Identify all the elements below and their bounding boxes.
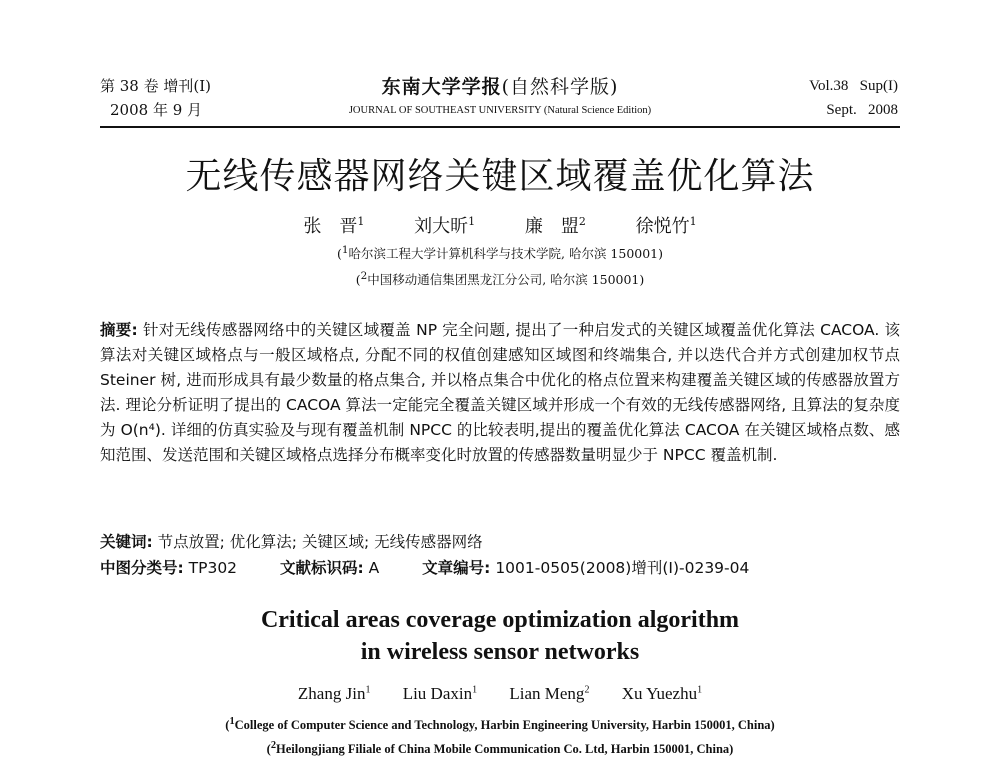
clc-label: 中图分类号: — [100, 559, 184, 577]
author-affiliation-mark: 1 — [472, 684, 478, 696]
author-cn — [636, 212, 697, 238]
paper-title-cn: 无线传感器网络关键区域覆盖优化算法 — [185, 156, 815, 197]
paper-title-en-line-2: in wireless sensor networks — [360, 639, 640, 665]
author-name: Xu Yuezhu — [621, 684, 698, 703]
author-name: Liu Daxin — [402, 684, 473, 703]
affiliation-mark: 2 — [360, 270, 368, 282]
affiliation-en-1: ($^1$College of Computer Science and Technology, Harbin Engineering University, Harbin 150001, China) — [225, 716, 775, 733]
header-rule — [100, 126, 900, 128]
article-number-value: 1001-0505(2008)增刊(I)-0239-04 — [495, 559, 750, 577]
author-affiliation-mark: 1 — [689, 215, 697, 228]
clc-number — [100, 556, 237, 578]
header-center — [290, 72, 710, 116]
abstract-cn — [100, 318, 900, 468]
abstract-text: 针对无线传感器网络中的关键区域覆盖 NP 完全问题, 提出了一种启发式的关键区域覆盖优化算法 CACOA. 该算法对关键区域格点与一般区域格点, 分配不同的权值创建感知区域图和终端集合, 并以迭代合并方式创建加权节点 Steiner 树, 进而形成具有最少数量的格点集合, 并以格点集合中优化的格点位置来构建覆盖关键区域的传感器放置方法. 理论分析证明了提出的 CACOA 算法一定能完全覆盖关键区域并形成一个有效的无线传感器网络, 且算法的复杂度为 O(n⁴). 详细的仿真实验及与现有覆盖机制 NPCC 的比较表明,提出的覆盖优化算法 CACOA 在关键区域格点数、感知范围、发送范围和关键区域格点选择分布概率变化时放置的传感器数量明显少于 NPCC 覆盖机制. — [100, 321, 901, 464]
date-cn: 2008 年 9 月 — [110, 101, 203, 119]
author-list-en — [100, 684, 900, 704]
affiliation-cn-1: ($^1$哈尔滨工程大学计算机科学与技术学院, 哈尔滨 150001) — [336, 244, 664, 262]
author-affiliation-mark: 2 — [578, 215, 586, 228]
author-list-cn — [100, 212, 900, 238]
volume-cn: 第 38 卷 增刊(I) — [100, 77, 212, 95]
author-affiliation-mark: 1 — [365, 684, 371, 696]
affiliation-cn-2: ($^2$中国移动通信集团黑龙江分公司, 哈尔滨 150001) — [355, 270, 645, 288]
author-en — [403, 684, 477, 704]
affiliation-text: 哈尔滨工程大学计算机科学与技术学院, 哈尔滨 150001) — [348, 246, 664, 262]
document-code-value: A — [368, 559, 380, 577]
keywords-label: 关键词: — [100, 533, 153, 551]
classification-line — [100, 556, 900, 578]
journal-title-cn — [290, 72, 710, 99]
author-name: 刘大昕 — [414, 216, 469, 237]
author-name: Lian Meng — [509, 684, 585, 703]
affiliation-text: Heilongjiang Filiale of China Mobile Communication Co. Ltd, Harbin 150001, China) — [276, 742, 734, 757]
author-en — [622, 684, 702, 704]
document-code-label: 文献标识码: — [279, 559, 364, 577]
journal-title-en: JOURNAL OF SOUTHEAST UNIVERSITY (Natural Science Edition) — [348, 105, 652, 116]
author-affiliation-mark: 1 — [357, 215, 365, 228]
paper-title-en — [100, 604, 900, 668]
affiliation-mark: 1 — [229, 716, 235, 727]
author-cn — [414, 212, 475, 238]
abstract-label: 摘要: — [100, 321, 138, 339]
author-en — [298, 684, 371, 704]
author-affiliation-mark: 2 — [584, 684, 590, 696]
journal-edition-cn: (自然科学版) — [501, 76, 619, 98]
article-number-label: 文章编号: — [422, 559, 491, 577]
header-left — [100, 74, 260, 122]
author-affiliation-mark: 1 — [697, 684, 703, 696]
keywords-cn — [100, 530, 900, 552]
author-name: 徐悦竹 — [635, 216, 690, 237]
article-number — [422, 556, 749, 578]
author-affiliation-mark: 1 — [468, 215, 476, 228]
author-name: Zhang Jin — [297, 684, 366, 703]
affiliation-en-2: ($^2$Heilongjiang Filiale of China Mobile Communication Co. Ltd, Harbin 150001, China) — [266, 740, 734, 757]
header-right — [718, 74, 898, 122]
keywords-text: 节点放置; 优化算法; 关键区域; 无线传感器网络 — [157, 533, 483, 551]
journal-name-cn: 东南大学学报 — [381, 76, 502, 98]
affiliation-text: 中国移动通信集团黑龙江分公司, 哈尔滨 150001) — [367, 272, 645, 288]
date-en: Sept. 2008 — [826, 102, 898, 118]
paper-title-en-line-1: Critical areas coverage optimization algorithm — [260, 607, 740, 633]
clc-value: TP302 — [188, 559, 238, 577]
author-name: 张 晋 — [303, 216, 358, 237]
volume-en: Vol.38 Sup(I) — [809, 78, 898, 94]
author-name: 廉 盟 — [524, 216, 579, 237]
author-en — [509, 684, 589, 704]
document-code — [280, 556, 379, 578]
author-cn — [303, 212, 364, 238]
affiliation-mark: 2 — [270, 740, 277, 751]
affiliation-mark: 1 — [341, 244, 349, 256]
author-cn — [525, 212, 586, 238]
affiliation-text: College of Computer Science and Technology, Harbin Engineering University, Harbin 150001, China) — [234, 718, 775, 733]
